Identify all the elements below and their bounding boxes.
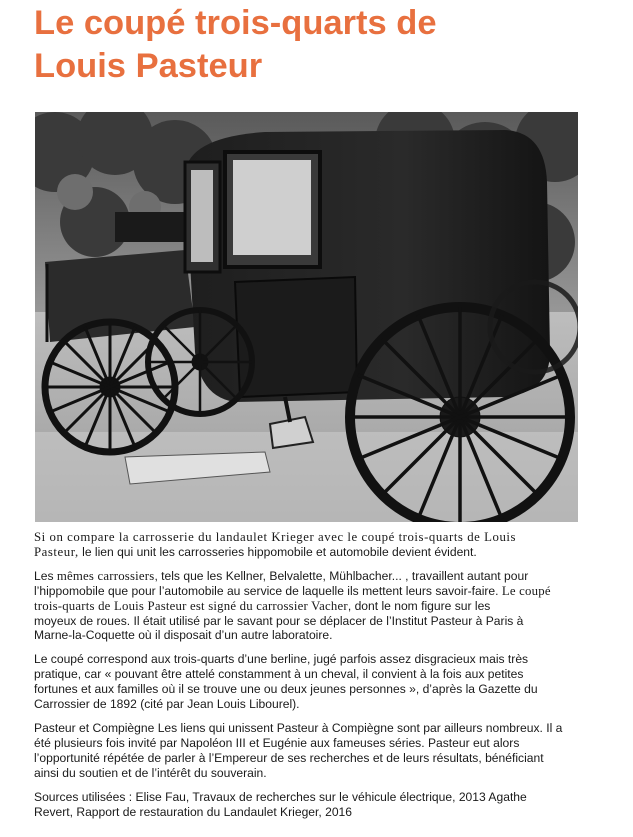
paragraph-sources (34, 790, 600, 820)
paragraph-coupe-description (34, 652, 600, 712)
article-body (34, 530, 600, 828)
horse-drawn-carriage-icon (35, 112, 578, 522)
p1-line-1: Si on compare la carrosserie du landaulet Krieger avec le coupé trois-quarts de Louis (34, 530, 517, 544)
p2-line-1a: Les (34, 568, 57, 583)
p2-line-1b: mêmes carrossiers (56, 568, 155, 583)
p1-line-2-serif: Pasteur, (34, 544, 79, 559)
p2-line-5: Marne-la-Coquette où il disposait d’un autre laboratoire. (34, 628, 333, 643)
paragraph-compiegne (34, 721, 600, 781)
p2-line-3b: , dont le nom figure sur les (347, 598, 491, 613)
carriage-photo (35, 112, 578, 522)
p5-line-1: Sources utilisées : Elise Fau, Travaux de recherches sur le véhicule électrique, 2013 Agathe (34, 789, 527, 804)
p3-line-3: fortunes et aux familles où il se trouve une ou deux jeunes personnes », d’après la Gazette du (34, 682, 538, 697)
p2-line-3a: trois-quarts de Louis Pasteur est signé du carrossier Vacher (34, 598, 348, 613)
title-line-1: Le coupé trois-quarts de (34, 4, 437, 42)
p4-line-4: ainsi du soutien et de l’intérêt du souverain. (34, 765, 267, 780)
p1-line-2: le lien qui unit les carrosseries hippomobile et automobile devient évident. (78, 544, 477, 559)
p2-line-1c: , tels que les Kellner, Belvalette, Mühlbacher... , travaillent autant pour (154, 568, 529, 583)
title-line-2: Louis Pasteur (34, 47, 263, 85)
page-title (34, 2, 614, 88)
p2-line-4: moyeux de roues. Il était utilisé par le savant pour se déplacer de l’Institut Pasteur à Paris à (34, 613, 524, 628)
p5-line-2: Revert, Rapport de restauration du Landaulet Krieger, 2016 (34, 804, 353, 819)
p3-line-1: Le coupé correspond aux trois-quarts d’une berline, jugé parfois assez disgracieux mais très (34, 652, 529, 667)
p4-line-1: Pasteur et Compiègne Les liens qui unissent Pasteur à Compiègne sont par ailleurs nombreux. Il a (34, 720, 563, 735)
p2-line-2b: Le coupé (501, 583, 551, 598)
p4-line-2: été plusieurs fois invité par Napoléon III et Eugénie aux fameuses séries. Pasteur eut alors (34, 735, 520, 750)
p3-line-2: pratique, car « pouvant être attelé constamment à un cheval, il convient à la fois aux petites (34, 667, 524, 682)
paragraph-comparison (34, 530, 600, 560)
p3-line-4: Carrossier de 1892 (cité par Jean Louis Libourel). (34, 697, 300, 712)
paragraph-coachbuilders (34, 569, 600, 644)
p2-line-2a: l’hippomobile que pour l’automobile au service de laquelle ils mettent leurs savoir-faire. (34, 583, 502, 598)
p4-line-3: l’opportunité répétée de parler à l’Empereur de ses recherches et de leurs résultats, bénéficiant (34, 750, 544, 765)
